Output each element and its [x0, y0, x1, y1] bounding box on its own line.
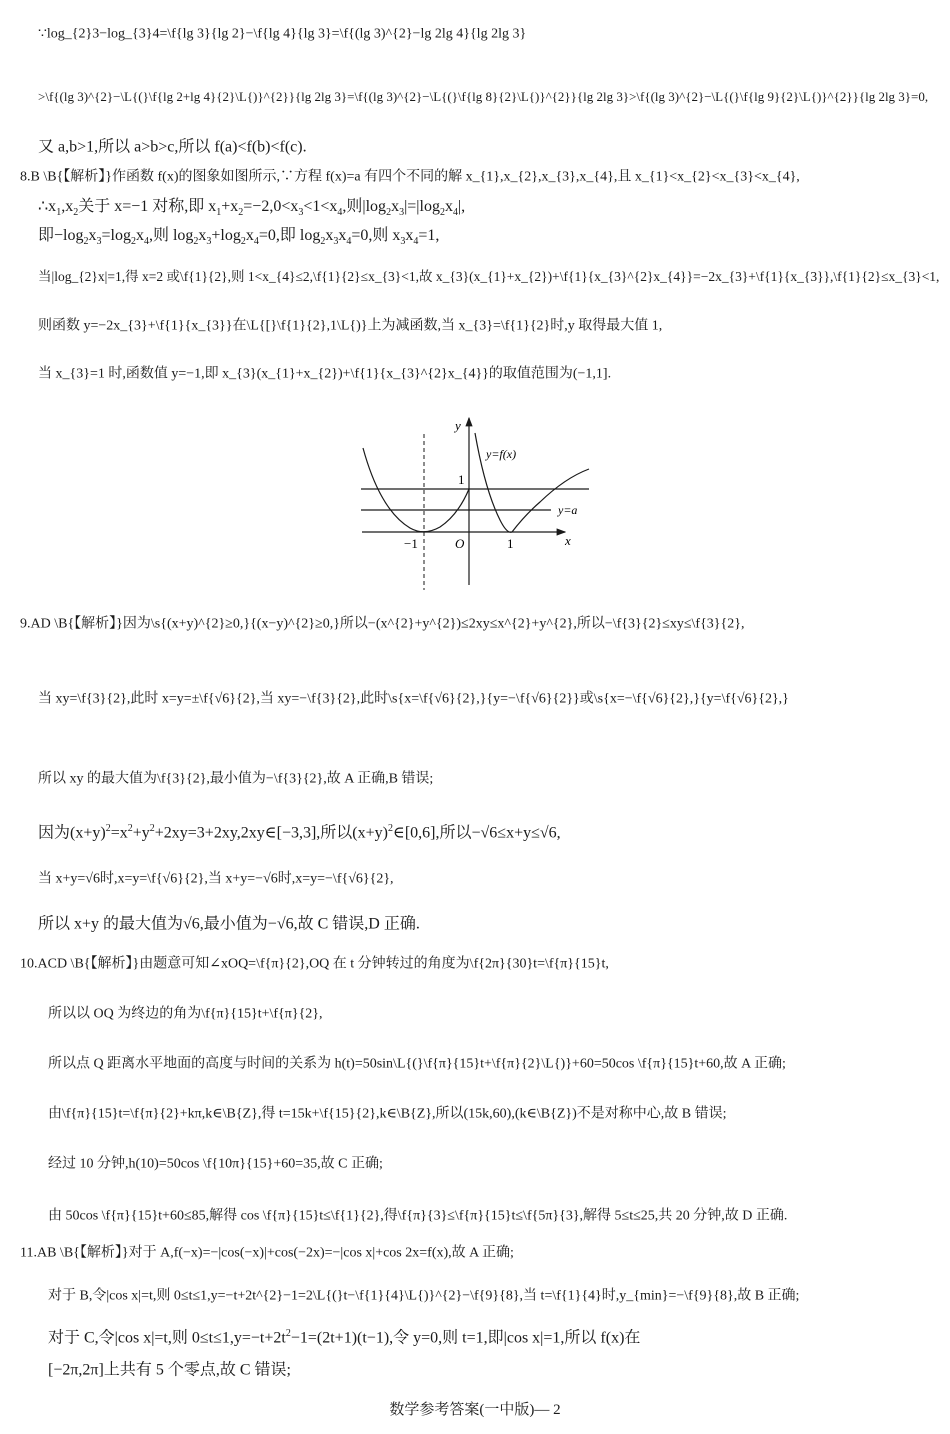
- function-graph: [340, 410, 600, 595]
- text-line: 对于 C,令|cos x|=t,则 $0\le t\le 1,y=-t+2t^2-1=(2t+1)(t-1)$,令 y=0,则 t=1,即|cos x|=1,所以 f(x)在: [48, 1328, 641, 1347]
- y-axis-label: y: [455, 418, 461, 433]
- tick-neg1: −1: [404, 536, 418, 551]
- text-line: 由\f{π}{15}t=\f{π}{2}+kπ,k∈\B{Z},得 t=15k+\f{15}{2},k∈\B{Z},所以(15k,60),(k∈\B{Z})不是对称中心,故 B 错误;: [48, 1106, 727, 1122]
- text-line: 8.B \B{【解析】}作函数 f(x)的图象如图所示,∵方程 f(x)=a 有四个不同的解 x_{1},x_{2},x_{3},x_{4},且 x_{1}<x_{2}<x_{3}<x_{4},: [20, 169, 800, 185]
- text-line: 所以 x+y 的最大值为√6,最小值为−√6,故 C 错误,D 正确.: [38, 915, 420, 933]
- text-line: 对于 B,令|cos x|=t,则 0≤t≤1,y=−t+2t^{2}−1=2\L{(}t−\f{1}{4}\L{)}^{2}−\f{9}{8},当 t=\f{1}{4}时,y_{min}=−\f{9}{8},故 B 正确;: [48, 1288, 800, 1304]
- text-line: 经过 10 分钟,h(10)=50cos \f{10π}{15}+60=35,故 C 正确;: [48, 1156, 383, 1172]
- text-line: >\f{(lg 3)^{2}−\L{(}\f{lg 2+lg 4}{2}\L{)}^{2}}{lg 2lg 3}=\f{(lg 3)^{2}−\L{(}\f{lg 8}{2}\L{)}^{2}}{lg 2lg 3}>\f{(lg 3)^{2}−\L{(}\f{lg 9}{2}\L{)}^{2}}{lg 2lg 3}=0,: [38, 89, 929, 105]
- tick-x-1: 1: [507, 536, 514, 551]
- text-line: 又 a,b>1,所以 a>b>c,所以 f(a)<f(b)<f(c).: [38, 138, 307, 156]
- text-line: 所以点 Q 距离水平地面的高度与时间的关系为 h(t)=50sin\L{(}\f{π}{15}t+\f{π}{2}\L{)}+60=50cos \f{π}{15}t+60,故 A 正确;: [48, 1056, 786, 1072]
- text-line: 当 xy=\f{3}{2},此时 x=y=±\f{√6}{2},当 xy=−\f{3}{2},此时\s{x=\f{√6}{2},}{y=−\f{√6}{2}}或\s{x=−\f{√6}{2},}{y=\f{√6}{2},}: [38, 691, 789, 707]
- curve-label: y=f(x): [486, 447, 517, 461]
- text-line: 当 x+y=√6时,x=y=\f{√6}{2},当 x+y=−√6时,x=y=−\f{√6}{2},: [38, 871, 394, 887]
- page-footer: 数学参考答案(一中版)— 2: [389, 1402, 561, 1418]
- tick-y-1: 1: [458, 472, 465, 487]
- text-line: 所以 xy 的最大值为\f{3}{2},最小值为−\f{3}{2},故 A 正确,B 错误;: [38, 771, 434, 787]
- text-line: 11.AB \B{【解析】}对于 A,f(−x)=−|cos(−x)|+cos(−2x)=−|cos x|+cos 2x=f(x),故 A 正确;: [20, 1245, 514, 1261]
- text-line: 由 50cos \f{π}{15}t+60≤85,解得 cos \f{π}{15}t≤\f{1}{2},得\f{π}{3}≤\f{π}{15}t≤\f{5π}{3},解得 5≤t≤25,共 20 分钟,故 D 正确.: [48, 1208, 788, 1224]
- text-line: [−2π,2π]上共有 5 个零点,故 C 错误;: [48, 1361, 291, 1379]
- text-line: 所以以 OQ 为终边的角为\f{π}{15}t+\f{π}{2},: [48, 1006, 323, 1022]
- text-line: 9.AD \B{【解析】}因为\s{(x+y)^{2}≥0,}{(x−y)^{2}≥0,}所以−(x^{2}+y^{2})≤2xy≤x^{2}+y^{2},所以−\f{3}{2}≤xy≤\f{3}{2},: [20, 616, 745, 632]
- text-line: 则函数 y=−2x_{3}+\f{1}{x_{3}}在\L{[}\f{1}{2},1\L{)}上为减函数,当 x_{3}=\f{1}{2}时,y 取得最大值 1,: [38, 318, 663, 334]
- text-line: 10.ACD \B{【解析】}由题意可知∠xOQ=\f{π}{2},OQ 在 t 分钟转过的角度为\f{2π}{30}t=\f{π}{15}t,: [20, 956, 609, 972]
- x-axis-label: x: [565, 533, 571, 548]
- text-line: 当 x_{3}=1 时,函数值 y=−1,即 x_{3}(x_{1}+x_{2})+\f{1}{x_{3}^{2}x_{4}}的取值范围为(−1,1].: [38, 366, 612, 382]
- text-line: 因为$(x+y)^2=x^2+y^2+2xy=3+2xy,2xy\in[-3,3]$,所以$(x+y)^2\in[0,6]$,所以−√6≤x+y≤√6,: [38, 823, 561, 842]
- tick-origin: O: [455, 536, 465, 551]
- curve-left: [363, 448, 469, 532]
- text-line: ∵log_{2}3−log_{3}4=\f{lg 3}{lg 2}−\f{lg 4}{lg 3}=\f{(lg 3)^{2}−lg 2lg 4}{lg 2lg 3}: [38, 26, 527, 42]
- text-line: 当|log_{2}x|=1,得 x=2 或\f{1}{2},则 1<x_{4}≤2,\f{1}{2}≤x_{3}<1,故 x_{3}(x_{1}+x_{2})+\f{1}{x_{3}^{2}x_{4}}=−2x_{3}+\f{1}{x_{3}},\f{1}{2}≤x_{3}<1,: [38, 268, 940, 284]
- line-a-label: y=a: [558, 503, 578, 517]
- text-line: $\therefore x_1,x_2$关于 x=−1 对称,即 $x_1+x_2=-2,0<x_3<1<x_4$,则$|\log_2x_3|=|\log_2x_4|$,: [38, 197, 466, 219]
- text-line: 即$-\log_2x_3=\log_2x_4$,则 $\log_2x_3+\log_2x_4=0$,即 $\log_2x_3x_4=0$,则 $x_3x_4=1$,: [38, 226, 440, 248]
